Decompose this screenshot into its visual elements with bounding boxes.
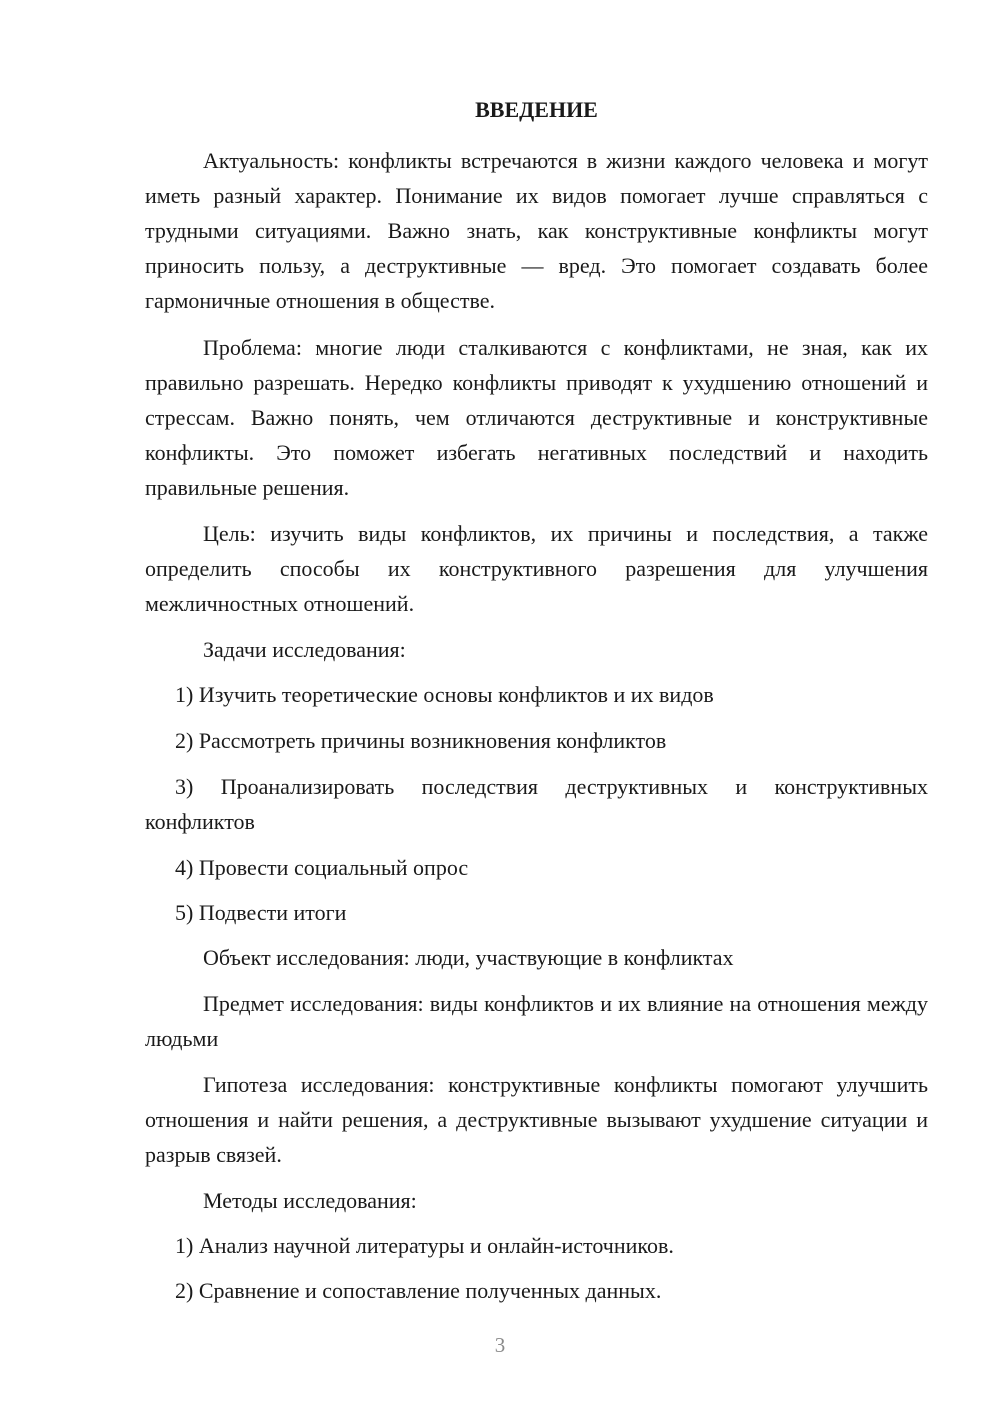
goal-paragraph: Цель: изучить виды конфликтов, их причины и последствия, а также определить способы их конструктивного разрешения для улучшения межличностных отношений. (145, 521, 928, 616)
task-item-1: 1) Изучить теоретические основы конфликтов и их видов (175, 682, 714, 707)
task-item-3: 3) Проанализировать последствия деструктивных и конструктивных конфликтов (145, 774, 928, 834)
page-number: 3 (494, 1333, 506, 1357)
object-paragraph: Объект исследования: люди, участвующие в конфликтах (203, 945, 734, 970)
page-title: ВВЕДЕНИЕ (475, 97, 598, 122)
tasks-heading: Задачи исследования: (203, 637, 406, 662)
relevance-paragraph: Актуальность: конфликты встречаются в жизни каждого человека и могут иметь разный характер. Понимание их видов помогает лучше справляться с трудными ситуациями. Важно знать, как конструктивные конфликты могут приносить пользу, а деструктивные — вред. Это помогает создавать более гармоничные отношения в обществе. (145, 148, 928, 313)
task-item-2: 2) Рассмотреть причины возникновения конфликтов (175, 728, 667, 753)
problem-paragraph: Проблема: многие люди сталкиваются с конфликтами, не зная, как их правильно разрешать. Нередко конфликты приводят к ухудшению отношений и стрессам. Важно понять, чем отличаются деструктивные и конструктивные конфликты. Это поможет избегать негативных последствий и находить правильные решения. (145, 335, 928, 500)
methods-heading: Методы исследования: (203, 1188, 417, 1213)
method-item-1: 1) Анализ научной литературы и онлайн-источников. (175, 1233, 674, 1258)
hypothesis-paragraph: Гипотеза исследования: конструктивные конфликты помогают улучшить отношения и найти решения, а деструктивные вызывают ухудшение ситуации и разрыв связей. (145, 1072, 928, 1167)
subject-paragraph: Предмет исследования: виды конфликтов и их влияние на отношения между людьми (145, 991, 928, 1051)
method-item-2: 2) Сравнение и сопоставление полученных данных. (175, 1278, 662, 1303)
task-item-4: 4) Провести социальный опрос (175, 855, 469, 880)
task-item-5: 5) Подвести итоги (175, 900, 347, 925)
